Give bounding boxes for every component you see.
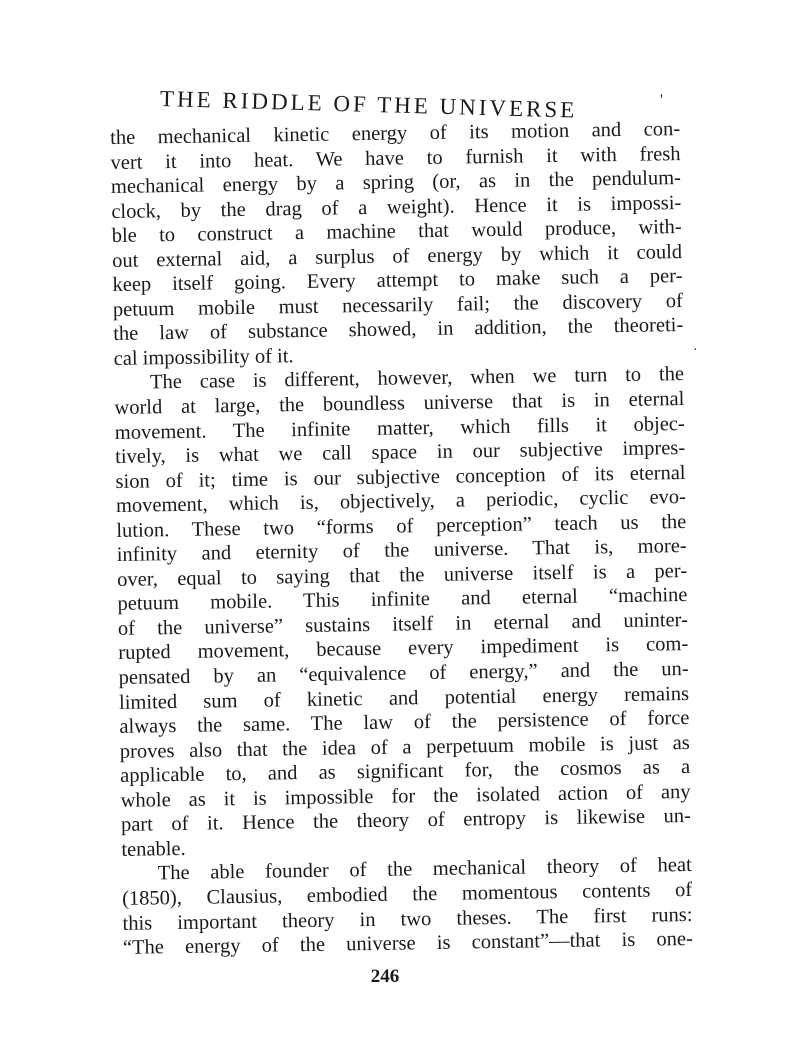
text-line: always the same. The law of the persistence of force	[119, 707, 690, 739]
text-line: the law of substance showed, in addition, the theoreti-	[113, 314, 684, 346]
paragraph	[114, 362, 692, 862]
text-line: petuum mobile. This infinite and eternal “machine	[117, 584, 688, 616]
text-line: sion of it; time is our subjective conception of its eternal	[115, 461, 686, 493]
text-line: petuum mobile must necessarily fail; the discovery of	[112, 289, 683, 321]
text-line: rupted movement, because every impediment is com-	[118, 633, 689, 665]
text-line: infinity and eternity of the universe. That is, more-	[116, 535, 687, 567]
text-line: tively, is what we call space in our subjective impres-	[115, 437, 686, 469]
text-line: “The energy of the universe is constant”—that is one-	[122, 927, 694, 959]
paragraph	[122, 853, 693, 960]
text-line: ble to construct a machine that would produce, with-	[111, 216, 682, 248]
running-header: THE RIDDLE OF THE UNIVERSE	[159, 86, 578, 123]
text-line: whole as it is impossible for the isolated action of any	[120, 780, 691, 812]
text-line: out external aid, a surplus of energy by which it could	[111, 240, 683, 272]
text-line: movement, which is, objectively, a periodic, cyclic evo-	[115, 486, 687, 518]
text-line: over, equal to saying that the universe itself is a per-	[116, 559, 688, 591]
text-line: The case is different, however, when we turn to the	[149, 363, 685, 394]
text-line: this important theory in two theses. The first runs:	[122, 903, 693, 935]
text-line: the mechanical kinetic energy of its motion and con-	[110, 118, 681, 149]
page-body	[110, 117, 693, 960]
text-line: part of it. Hence the theory of entropy is likewise un-	[120, 805, 692, 837]
paragraph	[110, 117, 684, 371]
page-number: 246	[370, 966, 400, 987]
scan-speck: ·	[693, 343, 698, 358]
text-line: cal impossibility of it.	[113, 345, 294, 370]
header-mark: '	[660, 92, 663, 109]
text-line: mechanical energy by a spring (or, as in the pendulum-	[110, 167, 682, 199]
text-line: tenable.	[121, 837, 186, 861]
text-line: lution. These two “forms of perception” teach us the	[116, 510, 687, 542]
text-line: applicable to, and as significant for, the cosmos as a	[120, 756, 691, 788]
text-line: proves also that the idea of a perpetuum mobile is just as	[119, 731, 690, 763]
text-line: vert it into heat. We have to furnish it with fresh	[110, 142, 681, 174]
text-line: clock, by the drag of a weight). Hence it is impossi-	[111, 191, 682, 223]
text-line: of the universe” sustains itself in eternal and uninter-	[117, 608, 689, 640]
text-line: movement. The infinite matter, which fills it objec-	[114, 412, 685, 444]
text-line: (1850), Clausius, embodied the momentous contents of	[121, 878, 693, 910]
text-line: world at large, the boundless universe that is in eternal	[114, 388, 685, 419]
text-line: keep itself going. Every attempt to make such a per-	[112, 265, 683, 297]
text-line: pensated by an “equivalence of energy,” and the un-	[118, 658, 689, 689]
text-line: limited sum of kinetic and potential energy remains	[118, 682, 690, 714]
text-line: The able founder of the mechanical theory of heat	[157, 854, 692, 885]
